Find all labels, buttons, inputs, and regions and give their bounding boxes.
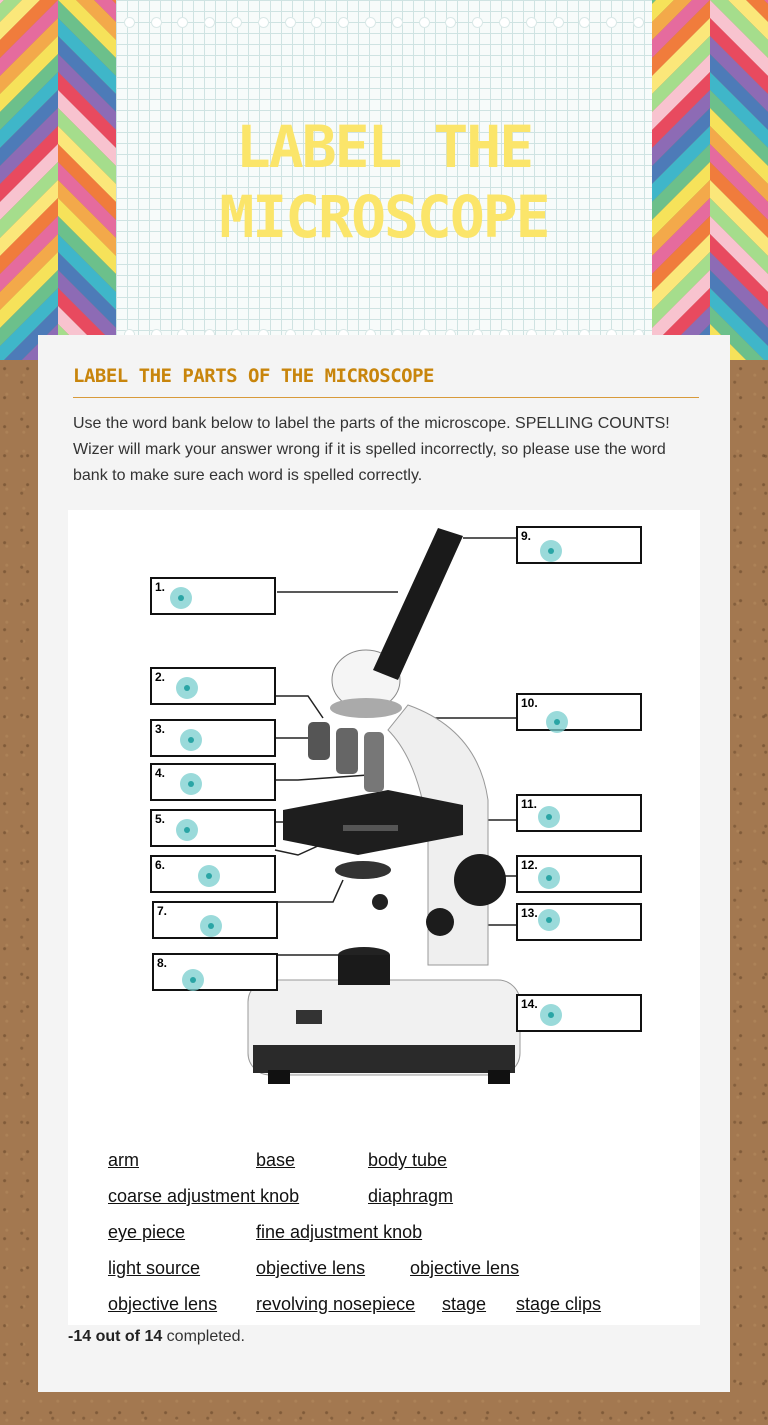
drop-target-dot-icon[interactable]	[538, 909, 560, 931]
label-box-1[interactable]	[150, 577, 276, 615]
label-number: 12.	[521, 858, 538, 872]
word-bank-item[interactable]: revolving nosepiece	[256, 1294, 416, 1314]
drop-target-dot-icon[interactable]	[180, 773, 202, 795]
label-box-7[interactable]	[152, 901, 278, 939]
word-bank-item[interactable]: objective lens	[256, 1258, 366, 1278]
section-title: LABEL THE PARTS OF THE MICROSCOPE	[73, 365, 699, 398]
header-banner	[0, 0, 768, 360]
word-bank-item[interactable]: eye piece	[108, 1222, 186, 1242]
label-box-8[interactable]	[152, 953, 278, 991]
drop-target-dot-icon[interactable]	[546, 711, 568, 733]
word-bank-item[interactable]: stage clips	[516, 1294, 602, 1314]
drop-target-dot-icon[interactable]	[176, 819, 198, 841]
label-number: 5.	[155, 812, 166, 826]
drop-target-dot-icon[interactable]	[180, 729, 202, 751]
word-bank-item[interactable]: objective lens	[410, 1258, 520, 1278]
word-bank-item[interactable]: body tube	[368, 1150, 448, 1170]
label-number: 9.	[521, 529, 532, 543]
label-box-2[interactable]	[150, 667, 276, 705]
instructions-text: Use the word bank below to label the parts of the microscope. SPELLING COUNTS! Wizer will mark your answer wrong if it is spelled incorrectly, so please use the word bank to make sure each word is spelled correctly.	[73, 415, 670, 484]
label-number: 6.	[155, 858, 166, 872]
label-box-14[interactable]	[516, 994, 642, 1032]
drop-target-dot-icon[interactable]	[176, 677, 198, 699]
label-number: 14.	[521, 997, 538, 1011]
label-box-4[interactable]	[150, 763, 276, 801]
drop-target-dot-icon[interactable]	[182, 969, 204, 991]
drop-target-dot-icon[interactable]	[538, 867, 560, 889]
drop-target-dot-icon[interactable]	[540, 1004, 562, 1026]
paper-holes-top	[116, 14, 652, 30]
chevron-pattern-left	[0, 0, 116, 360]
word-bank-item[interactable]: objective lens	[108, 1294, 218, 1314]
label-box-12[interactable]	[516, 855, 642, 893]
chevron-pattern-right	[652, 0, 768, 360]
label-box-3[interactable]	[150, 719, 276, 757]
label-number: 3.	[155, 722, 166, 736]
word-bank-item[interactable]: fine adjustment knob	[256, 1222, 423, 1242]
label-box-10[interactable]	[516, 693, 642, 731]
drop-target-dot-icon[interactable]	[198, 865, 220, 887]
page-title: LABEL THE MICROSCOPE	[219, 113, 549, 251]
label-box-9[interactable]	[516, 526, 642, 564]
label-box-5[interactable]	[150, 809, 276, 847]
label-box-6[interactable]	[150, 855, 276, 893]
completion-suffix: completed.	[162, 1328, 245, 1345]
label-number: 8.	[157, 956, 168, 970]
word-bank-item[interactable]: stage	[442, 1294, 487, 1314]
drop-target-dot-icon[interactable]	[170, 587, 192, 609]
drop-target-dot-icon[interactable]	[200, 915, 222, 937]
label-number: 7.	[157, 904, 168, 918]
label-number: 13.	[521, 906, 538, 920]
label-number: 10.	[521, 696, 538, 710]
label-box-11[interactable]	[516, 794, 642, 832]
microscope-figure	[68, 510, 700, 1325]
label-box-13[interactable]	[516, 903, 642, 941]
label-number: 2.	[155, 670, 166, 684]
completion-status	[68, 1328, 245, 1346]
word-bank-item[interactable]: base	[256, 1150, 296, 1170]
word-bank-item[interactable]: arm	[108, 1150, 139, 1170]
word-bank-item[interactable]: diaphragm	[368, 1186, 454, 1206]
drop-target-dot-icon[interactable]	[540, 540, 562, 562]
word-bank-item[interactable]: light source	[108, 1258, 201, 1278]
label-number: 4.	[155, 766, 166, 780]
word-bank-item[interactable]: coarse adjustment knob	[108, 1186, 300, 1206]
label-number: 1.	[155, 580, 166, 594]
content-panel	[38, 335, 730, 1392]
label-number: 11.	[521, 797, 538, 811]
completion-score: -14 out of 14	[68, 1328, 163, 1345]
drop-target-dot-icon[interactable]	[538, 806, 560, 828]
